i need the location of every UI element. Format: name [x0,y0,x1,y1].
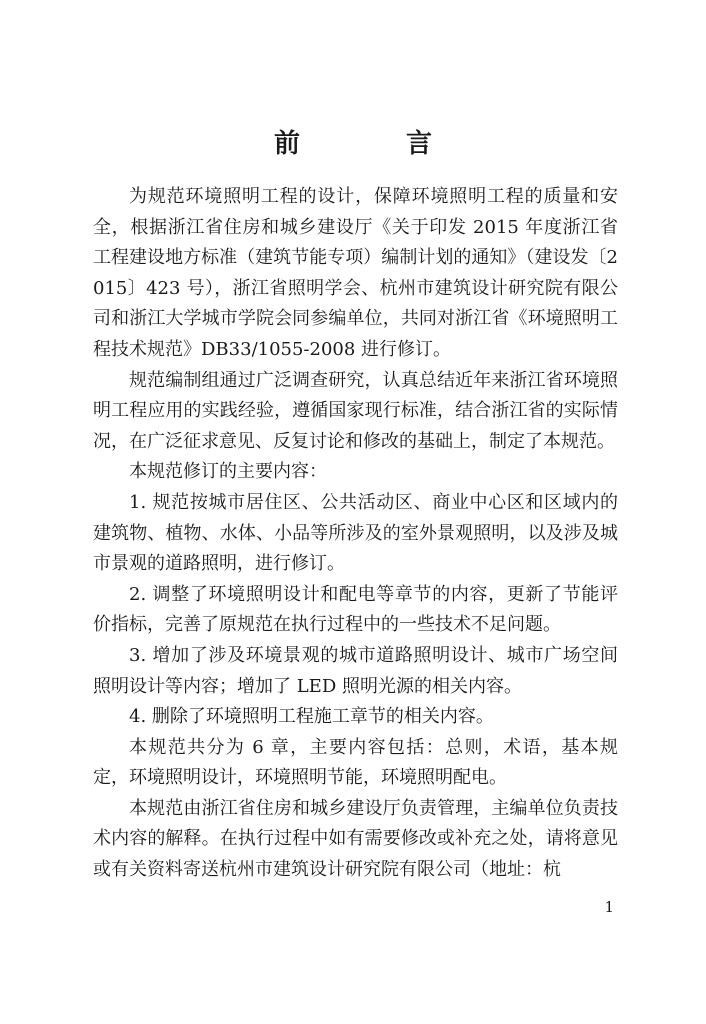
paragraph-revision-intro: 本规范修订的主要内容： [129,461,327,483]
paragraph-revision-item-4: 4. 删除了环境照明工程施工章节的相关内容。 [129,706,494,728]
paragraph-revision-item-2: 2. 调整了环境照明设计和配电等章节的内容，更新了节能评价指标，完善了原规范在执行过程中的一些技术不足问题。 [93,583,618,636]
paragraph-revision-item-1: 1. 规范按城市居住区、公共活动区、商业中心区和区域内的建筑物、植物、水体、小品等所涉及的室外景观照明，以及涉及城市景观的道路照明，进行修订。 [93,491,618,575]
paragraph-chapters: 本规范共分为 6 章，主要内容包括：总则，术语，基本规定，环境照明设计，环境照明节能，环境照明配电。 [93,736,618,789]
paragraph-purpose: 为规范环境照明工程的设计，保障环境照明工程的质量和安全，根据浙江省住房和城乡建设厅《关于印发 2015 年度浙江省工程建设地方标准（建筑节能专项）编制计划的通知》（建设发〔2015〕423 号），浙江省照明学会、杭州市建筑设计研究院有限公司和浙江大学城市学院会同参编单位，共同对浙江省《环境照明工程技术规范》DB33/1055-2008 进行修订。 [93,186,618,360]
paragraph-management: 本规范由浙江省住房和城乡建设厅负责管理，主编单位负责技术内容的解释。在执行过程中如有需要修改或补充之处，请将意见或有关资料寄送杭州市建筑设计研究院有限公司（地址：杭 [93,797,618,881]
page-title: 前 言 [273,129,472,159]
page-number: 1 [604,898,614,916]
paragraph-compilation: 规范编制组通过广泛调查研究，认真总结近年来浙江省环境照明工程应用的实践经验，遵循国家现行标准，结合浙江省的实际情况，在广泛征求意见、反复讨论和修改的基础上，制定了本规范。 [93,369,618,452]
preface-body [93,182,618,886]
paragraph-revision-item-3: 3. 增加了涉及环境景观的城市道路照明设计、城市广场空间照明设计等内容；增加了 LED 照明光源的相关内容。 [93,644,618,697]
